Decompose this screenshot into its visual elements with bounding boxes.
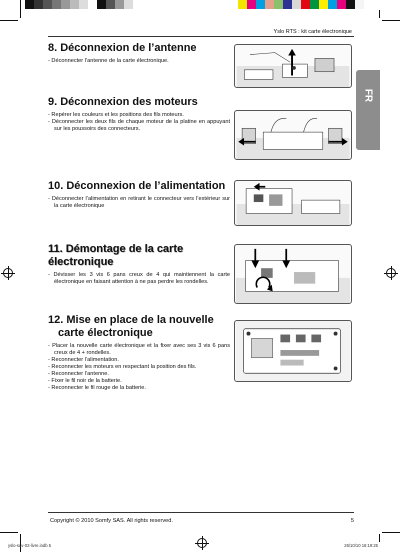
calibration-swatch	[61, 0, 70, 9]
calibration-swatch	[301, 0, 310, 9]
calibration-swatch	[319, 0, 328, 9]
motors-diagram	[235, 111, 351, 159]
section-disconnect-motors	[48, 96, 230, 133]
illustration-power	[234, 180, 352, 226]
illustration-new-board	[234, 320, 352, 382]
antenna-diagram	[235, 45, 351, 87]
registration-mark-left	[3, 268, 13, 278]
remove-board-diagram	[235, 245, 351, 303]
calibration-swatch	[292, 0, 301, 9]
instruction-item: - Repérer les couleurs et les positions des fils moteurs.	[48, 112, 230, 119]
calibration-swatch	[34, 0, 43, 9]
calibration-swatch	[115, 0, 124, 9]
running-header: Yslo RTS : kit carte électronique	[273, 29, 352, 35]
calibration-swatch	[310, 0, 319, 9]
instruction-item: - Placer la nouvelle carte électronique et la fixer avec ses 3 vis 6 pans creux de 4 + rondelles.	[48, 343, 230, 357]
instruction-list	[48, 196, 230, 210]
new-board-diagram	[235, 321, 351, 381]
section-disconnect-power	[48, 180, 230, 210]
instruction-item: - Reconnecter l’alimentation.	[48, 357, 230, 364]
instruction-item: - Déconnecter l’alimentation en retirant le connecteur vers l’extérieur sur la carte électronique	[48, 196, 230, 210]
registration-mark-bottom	[197, 538, 207, 548]
instruction-item: - Déconnecter les deux fils de chaque moteur de la platine en appuyant sur les poussoirs des connecteurs.	[48, 119, 230, 133]
calibration-swatch	[97, 0, 106, 9]
crop-mark	[0, 532, 18, 533]
section-title: 11. Démontage de la carte électronique	[48, 243, 184, 268]
crop-mark	[382, 532, 400, 533]
instruction-list	[48, 272, 230, 286]
calibration-swatch	[70, 0, 79, 9]
section-remove-board	[48, 243, 230, 286]
illustration-remove-board	[234, 244, 352, 304]
section-title	[48, 314, 230, 340]
language-tab-label: FR	[362, 88, 374, 103]
language-tab	[356, 70, 380, 150]
instruction-item: - Reconnecter les moteurs en respectant la position des fils.	[48, 364, 230, 371]
calibration-swatch	[346, 0, 355, 9]
illustration-motors	[234, 110, 352, 160]
crop-mark	[0, 20, 18, 21]
calibration-swatch	[328, 0, 337, 9]
crop-mark	[379, 534, 380, 542]
crop-mark	[382, 20, 400, 21]
crop-mark	[379, 10, 380, 18]
section-install-board	[48, 314, 230, 392]
instruction-item: - Fixer le fil noir de la batterie.	[48, 378, 230, 385]
instruction-item: - Reconnecter le fil rouge de la batterie.	[48, 385, 230, 392]
calibration-swatch	[124, 0, 133, 9]
section-title: 10. Déconnexion de l’alimentation	[48, 180, 226, 192]
section-title-line: carte électronique	[58, 327, 153, 339]
calibration-swatch	[88, 0, 97, 9]
calibration-swatch	[43, 0, 52, 9]
calibration-swatch	[52, 0, 61, 9]
section-title: 8. Déconnexion de l’antenne	[48, 42, 197, 54]
print-slug-file: yslo-sav-02-livre.indb 5	[8, 543, 52, 548]
instruction-list	[48, 112, 230, 133]
calibration-swatch	[256, 0, 265, 9]
illustration-antenna	[234, 44, 352, 88]
page-number: 5	[350, 518, 354, 524]
grayscale-calibration-strip	[25, 0, 133, 9]
calibration-swatch	[283, 0, 292, 9]
calibration-swatch	[79, 0, 88, 9]
calibration-swatch	[355, 0, 364, 9]
instruction-list	[48, 343, 230, 392]
instruction-item: - Déconnecter l’antenne de la carte électronique.	[48, 58, 230, 65]
section-title-line: 12. Mise en place de la nouvelle	[48, 314, 214, 326]
calibration-swatch	[25, 0, 34, 9]
instruction-item: - Reconnecter l’antenne.	[48, 371, 230, 378]
calibration-swatch	[247, 0, 256, 9]
calibration-swatch	[238, 0, 247, 9]
section-title: 9. Déconnexion des moteurs	[48, 96, 198, 108]
calibration-swatch	[106, 0, 115, 9]
header-rule	[48, 36, 354, 37]
instruction-item: - Dévisser les 3 vis 6 pans creux de 4 qui maintiennent la carte électronique en faisant attention à ne pas perdre les rondelles.	[48, 272, 230, 286]
calibration-swatch	[274, 0, 283, 9]
print-slug-date: 26/10/10 16:19:25	[344, 543, 378, 548]
crop-mark	[20, 0, 21, 18]
registration-mark-right	[386, 268, 396, 278]
section-disconnect-antenna	[48, 42, 230, 65]
power-diagram	[235, 181, 351, 225]
color-calibration-strip	[238, 0, 364, 9]
instruction-list	[48, 58, 230, 65]
footer-rule	[48, 512, 354, 513]
calibration-swatch	[337, 0, 346, 9]
calibration-swatch	[265, 0, 274, 9]
copyright-notice: Copyright © 2010 Somfy SAS. All rights reserved.	[50, 518, 173, 524]
